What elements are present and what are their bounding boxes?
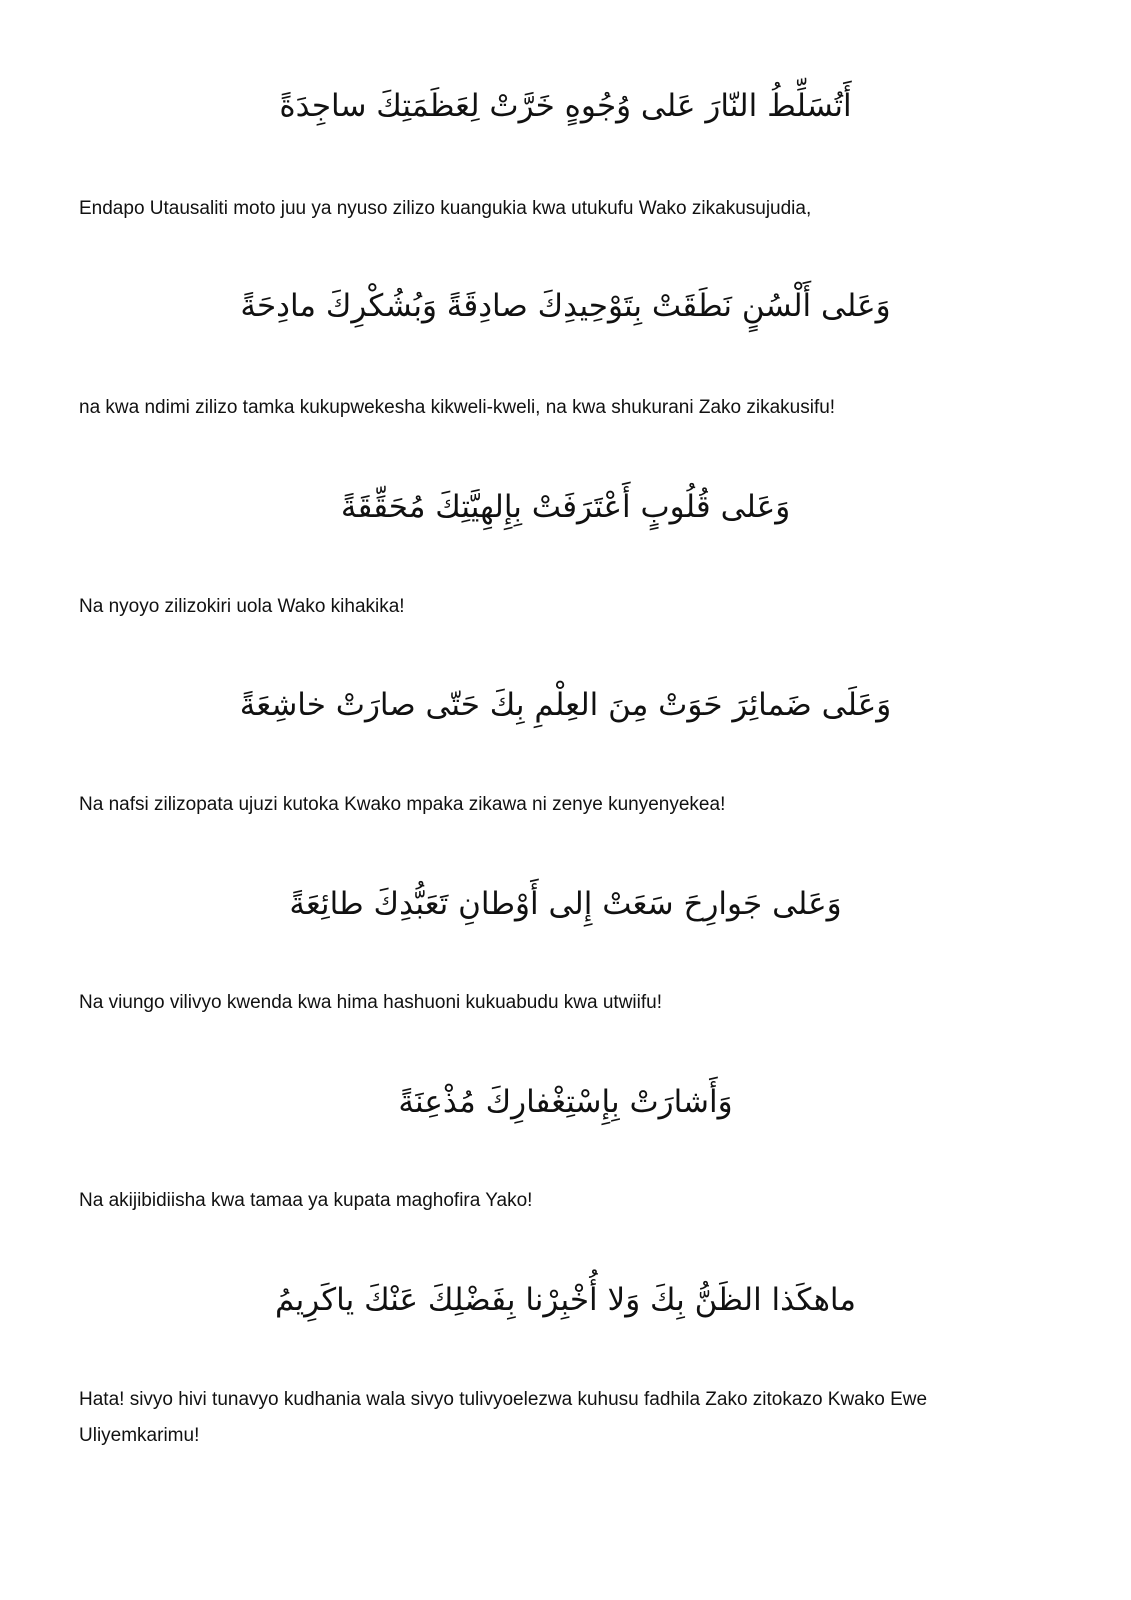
swahili-translation-7: Hata! sivyo hivi tunavyo kudhania wala sivyo tulivyoelezwa kuhusu fadhila Zako zitokazo Kwako Ewe Uliyemkarimu!	[79, 1389, 928, 1446]
arabic-verse-5: وَعَلى جَوارِحَ سَعَتْ إِلى أَوْطانِ تَعَبُّدِكَ طائِعَةً	[289, 886, 842, 922]
arabic-verse-1: أَتُسَلِّطُ النّارَ عَلى وُجُوهٍ خَرَّتْ لِعَظَمَتِكَ ساجِدَةً	[279, 88, 852, 124]
arabic-verse-3: وَعَلى قُلُوبٍ أَعْتَرَفَتْ بِإِلهِيَّتِكَ مُحَقِّقَةً	[340, 489, 791, 525]
swahili-translation-1: Endapo Utausaliti moto juu ya nyuso zilizo kuangukia kwa utukufu Wako zikakusujudia,	[79, 198, 812, 219]
arabic-verse-6: وَأَشارَتْ بِإِسْتِغْفارِكَ مُذْعِنَةً	[398, 1084, 733, 1120]
swahili-translation-3: Na nyoyo zilizokiri uola Wako kihakika!	[79, 596, 405, 617]
swahili-translation-4: Na nafsi zilizopata ujuzi kutoka Kwako mpaka zikawa ni zenye kunyenyekea!	[79, 794, 726, 815]
arabic-verse-4: وَعَلَى ضَمائِرَ حَوَتْ مِنَ العِلْمِ بِكَ حَتّى صارَتْ خاشِعَةً	[239, 687, 892, 723]
arabic-verse-2: وَعَلى أَلْسُنٍ نَطَقَتْ بِتَوْحِيدِكَ صادِقَةً وَبُشُكْرِكَ مادِحَةً	[240, 288, 891, 324]
swahili-translation-6: Na akijibidiisha kwa tamaa ya kupata maghofira Yako!	[79, 1190, 533, 1211]
swahili-translation-5: Na viungo vilivyo kwenda kwa hima hashuoni kukuabudu kwa utwiifu!	[79, 992, 662, 1013]
arabic-verse-7: ماهكَذا الظَنُّ بِكَ وَلا أُخْبِرْنا بِفَضْلِكَ عَنْكَ ياكَرِيمُ	[275, 1282, 856, 1318]
swahili-translation-2: na kwa ndimi zilizo tamka kukupwekesha kikweli-kweli, na kwa shukurani Zako zikakusifu!	[79, 397, 836, 418]
